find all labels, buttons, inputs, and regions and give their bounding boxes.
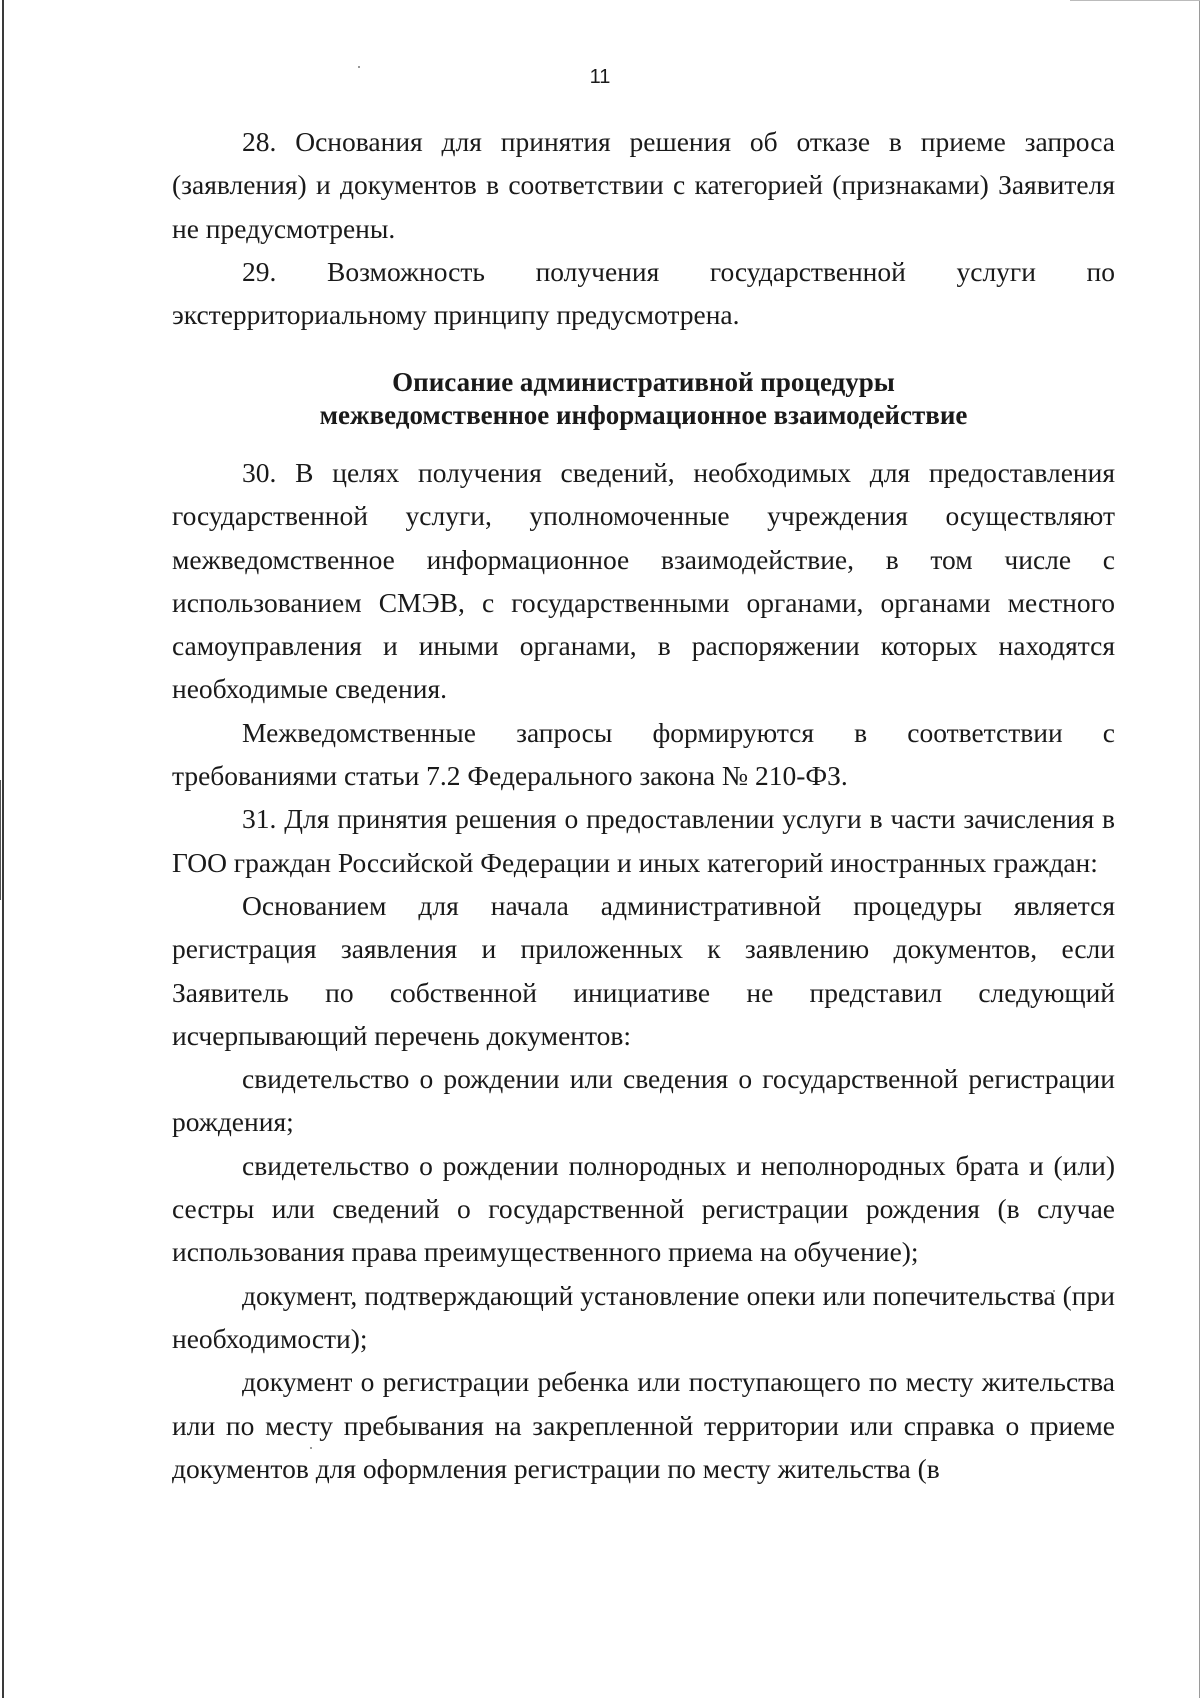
list-item-registration-document: документ о регистрации ребенка или поступающего по месту жительства или по месту пребывания на закрепленной территории или справка о приеме документов для оформления регистрации по месту жительства (в (172, 1366, 1115, 1484)
document-body-bottom (172, 451, 1115, 1490)
scan-edge-left (2, 0, 4, 1698)
section-heading-line-2: межведомственное информационное взаимодействие (319, 400, 968, 430)
paragraph-basis: Основанием для начала административной процедуры является регистрация заявления и приложенных к заявлению документов, если Заявитель по собственной инициативе не представил следующий исчерпывающий перечень документов: (172, 889, 1115, 1051)
section-heading (172, 366, 1115, 432)
paragraph-28: 28. Основания для принятия решения об отказе в приеме запроса (заявления) и документов в соответствии с категорией (признаками) Заявителя не предусмотрены. (172, 126, 1115, 244)
list-item-guardianship-document: документ, подтверждающий установление опеки или попечительства (при необходимости); (172, 1279, 1115, 1354)
paragraph-29: 29. Возможность получения государственной услуги по экстерриториальному принципу предусмотрена. (172, 255, 1115, 331)
scan-edge-top (1070, 0, 1200, 1)
paragraph-interagency-requests: Межведомственные запросы формируются в соответствии с требованиями статьи 7.2 Федерального закона № 210-ФЗ. (172, 716, 1115, 792)
paragraph-30: 30. В целях получения сведений, необходимых для предоставления государственной услуги, уполномоченные учреждения осуществляют межведомственное информационное взаимодействие, в том числе с использованием СМЭВ, с государственными органами, органами местного самоуправления и иными органами, в распоряжении которых находятся необходимые сведения. (172, 457, 1115, 705)
page-number: 11 (589, 66, 611, 88)
list-item-siblings-certificate: свидетельство о рождении полнородных и неполнородных брата и (или) сестры или сведений о государственной регистрации рождения (в случае использования права преимущественного приема на обучение); (172, 1149, 1115, 1268)
list-item-birth-certificate: свидетельство о рождении или сведения о государственной регистрации рождения; (172, 1063, 1115, 1138)
scan-edge-left-mark (0, 780, 1, 900)
document-body-top (172, 120, 1115, 336)
section-heading-line-1: Описание административной процедуры (392, 367, 895, 397)
paragraph-31: 31. Для принятия решения о предоставлении услуги в части зачисления в ГОО граждан Российской Федерации и иных категорий иностранных граждан: (172, 803, 1115, 878)
